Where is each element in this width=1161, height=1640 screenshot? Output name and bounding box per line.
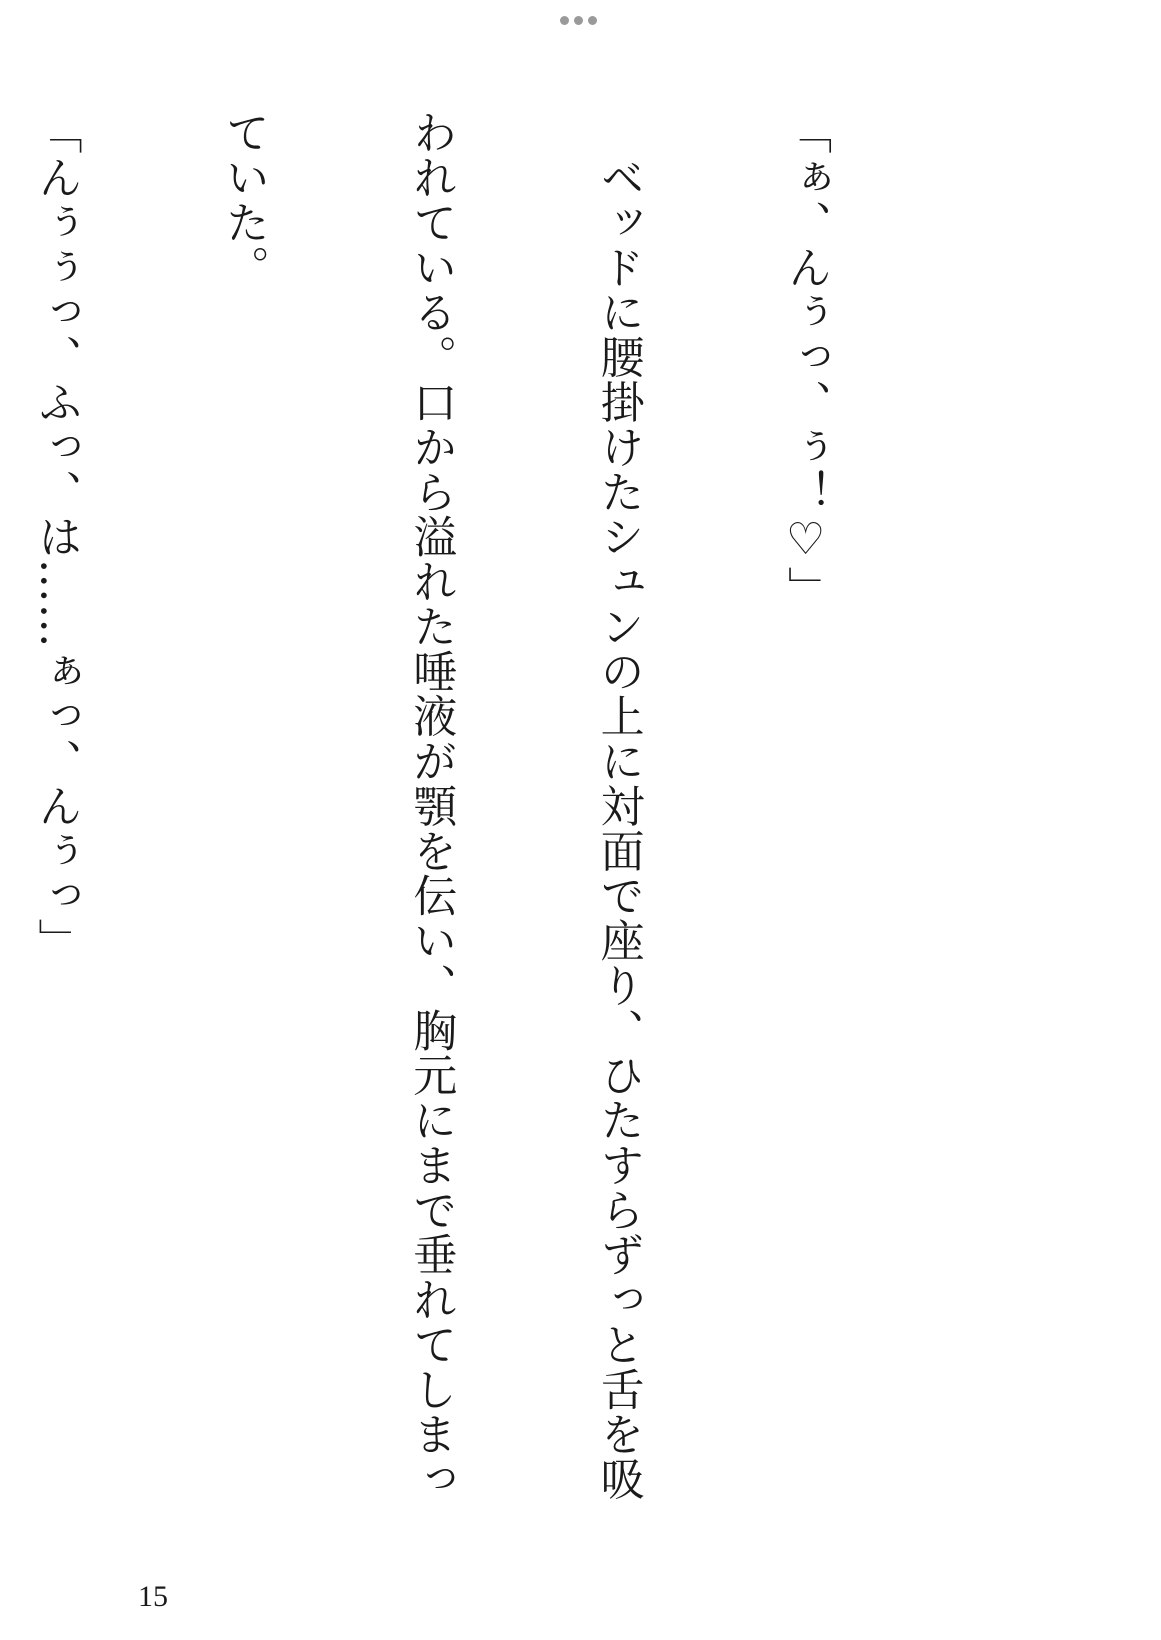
menu-dot	[574, 16, 583, 25]
more-options-icon[interactable]	[560, 16, 597, 25]
text-line: ベッドに腰掛けたシュンの上に対面で座り、ひたすらずっと舌を吸	[592, 110, 644, 1502]
text-line: 「ぁ、んぅっ、ぅ！♡」	[780, 110, 832, 611]
text-line: 「んぅぅっ、ふっ、は……ぁっ、んぅっ」	[30, 110, 82, 963]
text-line: われている。口から溢れた唾液が顎を伝い、胸元にまで垂れてしまっ	[405, 110, 457, 1502]
page-number: 15	[138, 1580, 168, 1613]
text-line: ていた。	[217, 110, 269, 290]
menu-dot	[560, 16, 569, 25]
menu-dot	[588, 16, 597, 25]
page-body-text	[0, 110, 961, 1550]
